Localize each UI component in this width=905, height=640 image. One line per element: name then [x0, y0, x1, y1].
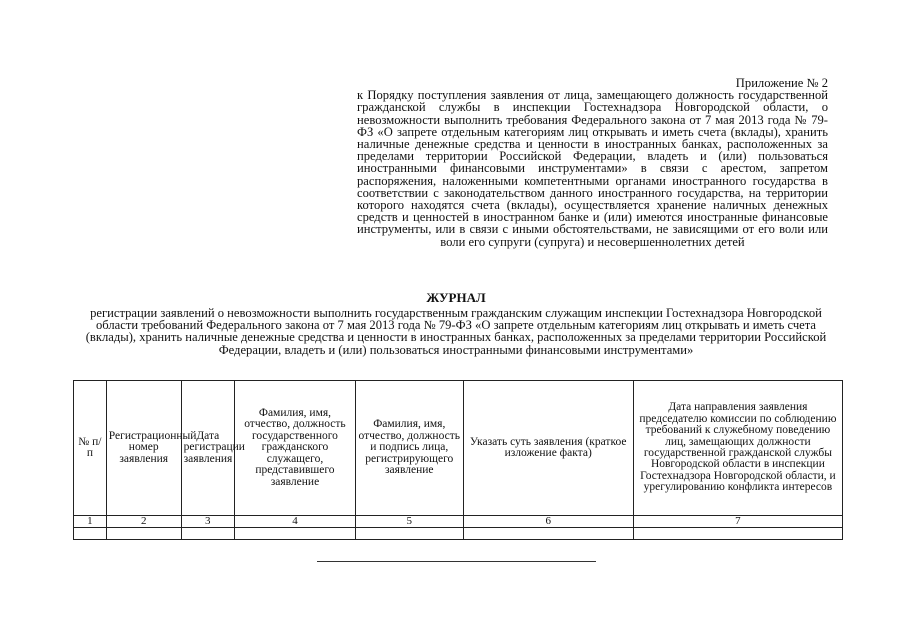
header-cell-employee: Фамилия, имя, отчество, должность государственного гражданского служащего, представившего заявление	[234, 381, 355, 516]
column-number: 5	[355, 516, 463, 528]
empty-cell	[181, 528, 234, 540]
empty-cell	[74, 528, 107, 540]
appendix-title: Приложение № 2	[735, 76, 828, 90]
journal-heading	[80, 291, 832, 356]
registration-table	[73, 380, 843, 540]
journal-title: ЖУРНАЛ	[426, 290, 486, 305]
column-number: 1	[74, 516, 107, 528]
table-header-row	[74, 381, 843, 516]
appendix-text: к Порядку поступления заявления от лица, замещающего должность государственной гражданской службы в инспекции Гостехнадзора Новгородской области, о невозможности выполнить требования Федерального закона от 7 мая 2013 года № 79-ФЗ «О запрете отдельным категориям лиц открывать и иметь счета (вклады), хранить наличные денежные средства и ценности в иностранных банках, расположенных за пределами территории Российской Федерации, владеть и (или) пользоваться иностранными финансовыми инструментами» в связи с арестом, запретом распоряжения, наложенными компетентными органами иностранного государства в соответствии с законодательством данного иностранного государства, на территории которого находятся счета (вклады), осуществляется хранение наличных денежных средств и ценностей в иностранном банке и (или) имеются иностранные финансовые инструменты, или в связи с иными обстоятельствами, не зависящими от его воли или воли его супруги (супруга) и несовершеннолетних детей	[357, 88, 828, 249]
column-number-row	[74, 516, 843, 528]
empty-table-row	[74, 528, 843, 540]
column-number: 6	[463, 516, 633, 528]
empty-cell	[355, 528, 463, 540]
appendix-block	[357, 77, 828, 248]
column-number: 3	[181, 516, 234, 528]
empty-cell	[633, 528, 842, 540]
header-cell-registrar: Фамилия, имя, отчество, должность и подпись лица, регистрирующего заявление	[355, 381, 463, 516]
journal-subtitle: регистрации заявлений о невозможности выполнить государственным гражданским служащим инспекции Гостехнадзора Новгородской области требований Федерального закона от 7 мая 2013 года № 79-ФЗ «О запрете отдельным категориям лиц открывать и иметь счета (вклады), хранить наличные денежные средства и ценности в иностранных банках, расположенных за пределами территории Российской Федерации, владеть и (или) пользоваться иностранными финансовыми инструментами»	[85, 306, 827, 357]
empty-cell	[234, 528, 355, 540]
header-cell-number: № п/п	[74, 381, 107, 516]
empty-cell	[106, 528, 181, 540]
empty-cell	[463, 528, 633, 540]
column-number: 4	[234, 516, 355, 528]
header-cell-summary: Указать суть заявления (краткое изложение факта)	[463, 381, 633, 516]
header-cell-referral-date: Дата направления заявления председателю комиссии по соблюдению требований к служебному поведению лиц, замещающих должности государственной гражданской службы Новгородской области в инспекции Гостехнадзора Новгородской области, и урегулированию конфликта интересов	[633, 381, 842, 516]
column-number: 7	[633, 516, 842, 528]
header-cell-reg-number: Регистрационный номер заявления	[106, 381, 181, 516]
header-cell-reg-date: Дата регистрации заявления	[181, 381, 234, 516]
column-number: 2	[106, 516, 181, 528]
footer-divider-line	[317, 561, 596, 562]
